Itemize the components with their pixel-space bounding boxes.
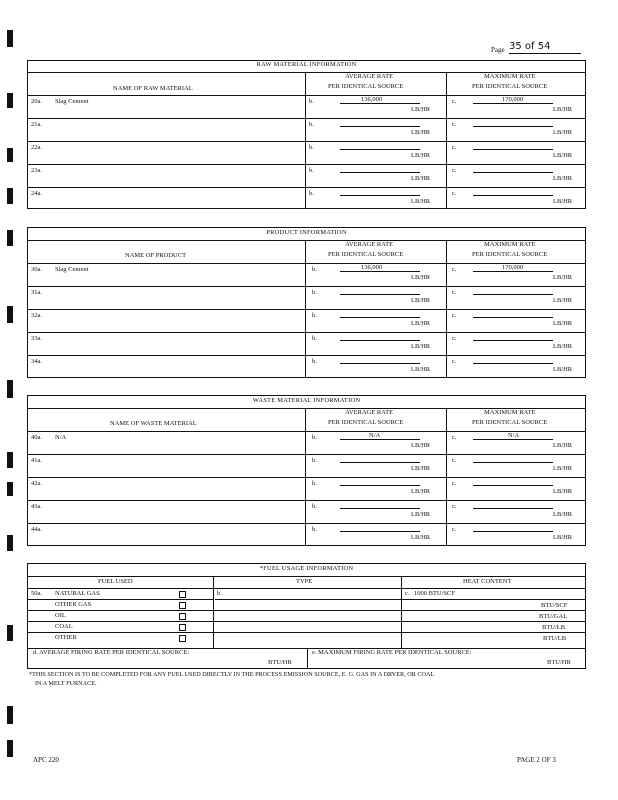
waste-col-max-2: PER IDENTICAL SOURCE (472, 419, 548, 426)
page-handwritten: 35 of 54 (509, 41, 551, 52)
raw-col-avg-1: AVERAGE RATE (345, 73, 394, 80)
avg-unit: LB/HR (411, 106, 431, 113)
row-num: 44a. (31, 526, 43, 533)
footnote-line-1: *THIS SECTION IS TO BE COMPLETED FOR ANY FUEL USED DIRECTLY IN THE PROCESS EMISSION SOURCE, E. G. GAS IN A DRYER, OR COAL (29, 671, 435, 678)
fuel-row-num: 50a. (31, 590, 43, 597)
b-label: b. (312, 503, 317, 510)
b-label: b. (309, 190, 314, 197)
c-label: c. (452, 358, 457, 365)
row-num: 32a. (31, 312, 43, 319)
avg-unit: LB/HR (411, 511, 431, 518)
product-col-avg-2: PER IDENTICAL SOURCE (328, 251, 404, 258)
product-col-name: NAME OF PRODUCT (125, 252, 187, 259)
row-num: 24a. (31, 190, 43, 197)
b-label: b. (312, 335, 317, 342)
product-col-max-2: PER IDENTICAL SOURCE (472, 251, 548, 258)
c-label: c. (452, 190, 457, 197)
max-value[interactable]: 170,000 (502, 264, 524, 271)
other-gas-checkbox[interactable] (179, 602, 186, 609)
c-label: c. (452, 121, 457, 128)
max-unit: LB/HR (553, 175, 573, 182)
max-firing-label: e. MAXIMUM FIRING RATE PER IDENTICAL SOURCE: (312, 649, 472, 656)
avg-unit: LB/HR (411, 442, 431, 449)
b-label: b. (312, 312, 317, 319)
row-name[interactable]: Slag Cement (55, 98, 89, 105)
fuel-col-heat: HEAT CONTENT (463, 578, 512, 585)
c-label: c. (452, 144, 457, 151)
b-label: b. (309, 98, 314, 105)
avg-firing-unit: BTU/HR (268, 659, 292, 666)
max-unit: LB/HR (553, 320, 573, 327)
footnote-line-2: IN A MELT FURNACE. (35, 680, 97, 687)
raw-col-max-2: PER IDENTICAL SOURCE (472, 83, 548, 90)
waste-col-avg-1: AVERAGE RATE (345, 409, 394, 416)
raw-title: RAW MATERIAL INFORMATION (256, 61, 357, 68)
waste-title: WASTE MATERIAL INFORMATION (252, 397, 361, 404)
b-label: b. (312, 358, 317, 365)
fuel-type-label: b. (217, 590, 222, 597)
fuel-option-label: OTHER (55, 634, 77, 641)
coal-checkbox[interactable] (179, 624, 186, 631)
raw-col-avg-2: PER IDENTICAL SOURCE (328, 83, 404, 90)
fuel-option-label: COAL (55, 623, 73, 630)
product-col-avg-1: AVERAGE RATE (345, 241, 394, 248)
max-unit: LB/HR (553, 465, 573, 472)
avg-unit: LB/HR (411, 129, 431, 136)
row-num: 22a. (31, 144, 43, 151)
row-num: 31a. (31, 289, 43, 296)
fuel-option-unit: BTU/GAL (539, 613, 568, 620)
row-num: 30a. (31, 266, 43, 273)
max-unit: LB/HR (553, 152, 573, 159)
avg-unit: LB/HR (411, 175, 431, 182)
avg-unit: LB/HR (411, 488, 431, 495)
row-num: 40a. (31, 434, 43, 441)
avg-unit: LB/HR (411, 465, 431, 472)
row-num: 23a. (31, 167, 43, 174)
avg-unit: LB/HR (411, 343, 431, 350)
max-unit: LB/HR (553, 343, 573, 350)
b-label: b. (312, 457, 317, 464)
footer-form-id: APC 220 (33, 756, 59, 764)
fuel-heat-label: c. (405, 590, 410, 597)
c-label: c. (452, 434, 457, 441)
max-unit: LB/HR (553, 488, 573, 495)
raw-col-max-1: MAXIMUM RATE (484, 73, 536, 80)
avg-unit: LB/HR (411, 366, 431, 373)
avg-value[interactable]: 136,000 (361, 96, 383, 103)
row-num: 21a. (31, 121, 43, 128)
product-col-max-1: MAXIMUM RATE (484, 241, 536, 248)
footer-page-number: PAGE 2 OF 3 (517, 756, 556, 764)
natural-gas-checkbox[interactable] (179, 591, 186, 598)
c-label: c. (452, 526, 457, 533)
row-name[interactable]: N/A (55, 434, 67, 441)
avg-firing-label: d. AVERAGE FIRING RATE PER IDENTICAL SOURCE: (33, 649, 190, 656)
b-label: b. (312, 526, 317, 533)
fuel-option-unit: BTU/LB (542, 624, 566, 631)
fuel-option-unit: BTU/LB (543, 635, 567, 642)
fuel-option-unit: BTU/SCF (541, 602, 568, 609)
raw-material-table (27, 60, 586, 209)
fuel-col-type: TYPE (296, 578, 313, 585)
waste-col-max-1: MAXIMUM RATE (484, 409, 536, 416)
avg-value[interactable]: N/A (369, 432, 381, 439)
c-label: c. (452, 335, 457, 342)
fuel-option-label: OIL (55, 612, 66, 619)
row-num: 33a. (31, 335, 43, 342)
max-unit: LB/HR (553, 534, 573, 541)
avg-unit: LB/HR (411, 198, 431, 205)
raw-col-name: NAME OF RAW MATERIAL (113, 85, 193, 92)
oil-checkbox[interactable] (179, 613, 186, 620)
row-num: 34a. (31, 358, 43, 365)
c-label: c. (452, 312, 457, 319)
waste-col-name: NAME OF WASTE MATERIAL (110, 420, 197, 427)
c-label: c. (452, 480, 457, 487)
row-num: 41a. (31, 457, 43, 464)
fuel-option-label: NATURAL GAS (55, 590, 100, 597)
avg-unit: LB/HR (411, 534, 431, 541)
other-checkbox[interactable] (179, 635, 186, 642)
max-unit: LB/HR (553, 297, 573, 304)
fuel-title: *FUEL USAGE INFORMATION (259, 565, 354, 572)
product-table (27, 227, 586, 378)
c-label: c. (452, 167, 457, 174)
row-num: 43a. (31, 503, 43, 510)
max-value[interactable]: N/A (508, 432, 520, 439)
max-unit: LB/HR (553, 366, 573, 373)
max-unit: LB/HR (553, 129, 573, 136)
c-label: c. (452, 289, 457, 296)
avg-unit: LB/HR (411, 297, 431, 304)
waste-table (27, 395, 586, 546)
b-label: b. (312, 480, 317, 487)
fuel-heat-value[interactable]: 1000 BTU/SCF (414, 590, 455, 597)
c-label: c. (452, 503, 457, 510)
max-firing-unit: BTU/HR (547, 659, 571, 666)
b-label: b. (312, 289, 317, 296)
row-num: 20a. (31, 98, 43, 105)
avg-unit: LB/HR (411, 320, 431, 327)
c-label: c. (452, 266, 457, 273)
row-name[interactable]: Slag Cement (55, 266, 89, 273)
b-label: b. (312, 434, 317, 441)
fuel-col-used: FUEL USED (98, 578, 133, 585)
max-unit: LB/HR (553, 442, 573, 449)
b-label: b. (309, 121, 314, 128)
avg-unit: LB/HR (411, 274, 431, 281)
c-label: c. (452, 98, 457, 105)
fuel-table (27, 563, 586, 669)
b-label: b. (309, 167, 314, 174)
row-num: 42a. (31, 480, 43, 487)
avg-unit: LB/HR (411, 152, 431, 159)
max-unit: LB/HR (553, 511, 573, 518)
waste-col-avg-2: PER IDENTICAL SOURCE (328, 419, 404, 426)
product-title: PRODUCT INFORMATION (266, 229, 347, 236)
b-label: b. (309, 144, 314, 151)
fuel-option-label: OTHER GAS (55, 601, 92, 608)
max-unit: LB/HR (553, 106, 573, 113)
c-label: c. (452, 457, 457, 464)
b-label: b. (312, 266, 317, 273)
max-unit: LB/HR (553, 274, 573, 281)
max-unit: LB/HR (553, 198, 573, 205)
max-value[interactable]: 170,000 (502, 96, 524, 103)
avg-value[interactable]: 136,000 (361, 264, 383, 271)
page-label: Page (491, 46, 505, 54)
